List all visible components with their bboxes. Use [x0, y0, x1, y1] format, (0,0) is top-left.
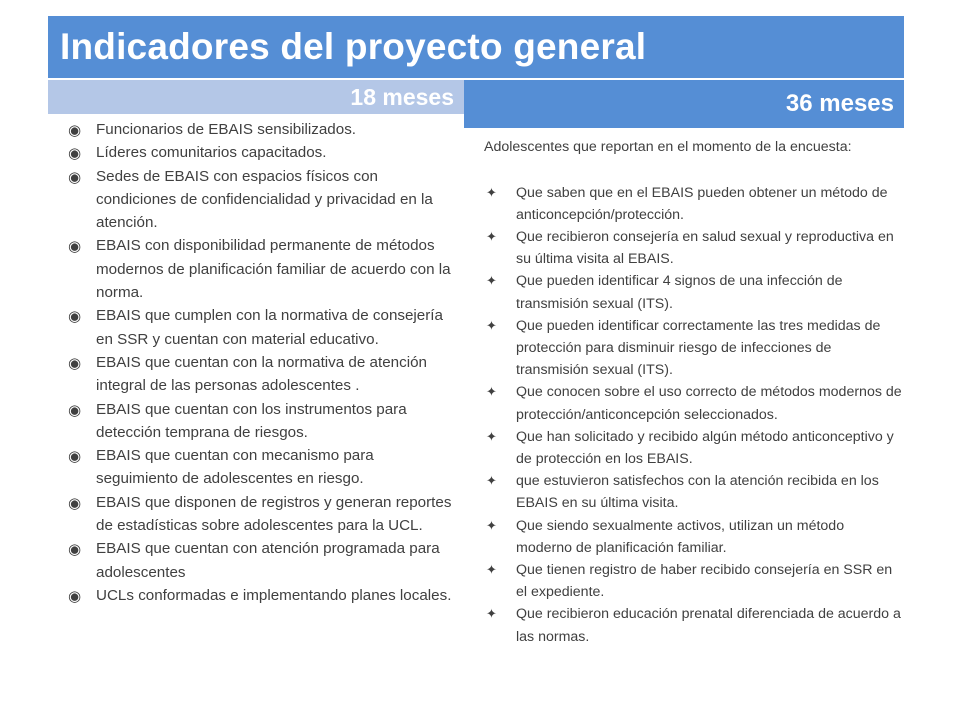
- list-item-text: Que recibieron educación prenatal diferenciada de acuerdo a las normas.: [516, 606, 901, 645]
- list-item-text: Sedes de EBAIS con espacios físicos con condiciones de confidencialidad y privacidad en la atención.: [96, 167, 433, 232]
- list-item-text: UCLs conformadas e implementando planes locales.: [96, 586, 452, 604]
- diamond-bullet-icon: ✦: [486, 317, 497, 333]
- list-item: [66, 304, 458, 351]
- circled-bullet-icon: ◉: [68, 122, 82, 139]
- tab-18-meses: [48, 80, 464, 114]
- list-item-text: Que pueden identificar correctamente las tres medidas de protección para disminuir riesgo de infecciones de transmisión sexual (ITS).: [516, 317, 881, 379]
- list-item-text: EBAIS que disponen de registros y generan reportes de estadísticas sobre adolescentes para la UCL.: [96, 493, 452, 535]
- circled-bullet-icon: ◉: [68, 541, 82, 559]
- diamond-bullet-icon: ✦: [486, 517, 497, 533]
- indicators-18-meses: [66, 118, 458, 607]
- list-item-text: Funcionarios de EBAIS sensibilizados.: [96, 121, 357, 138]
- list-item-text: Que pueden identificar 4 signos de una infección de transmisión sexual (ITS).: [516, 273, 843, 312]
- list-item: [484, 226, 904, 270]
- diamond-bullet-icon: ✦: [486, 184, 497, 200]
- list-item: [66, 537, 458, 584]
- circled-bullet-icon: ◉: [68, 168, 82, 186]
- list-item: [66, 351, 458, 398]
- tab-36-meses-label: 36 meses: [785, 90, 894, 117]
- list-item: [66, 491, 458, 538]
- circled-bullet-icon: ◉: [68, 448, 82, 466]
- list-item-text: EBAIS que cumplen con la normativa de consejería en SSR y cuentan con material educativo.: [96, 307, 443, 348]
- diamond-bullet-icon: ✦: [486, 428, 497, 444]
- list-item: [484, 315, 904, 382]
- list-item-text: Que han solicitado y recibido algún método anticonceptivo y de protección en los EBAIS.: [516, 428, 894, 467]
- list-item-text: Que tienen registro de haber recibido consejería en SSR en el expediente.: [516, 561, 893, 601]
- list-item-text: Que saben que en el EBAIS pueden obtener un método de anticoncepción/protección.: [516, 184, 888, 223]
- intro-text: Adolescentes que reportan en el momento de la encuesta:: [484, 139, 852, 155]
- list-item-text: que estuvieron satisfechos con la atención recibida en los EBAIS en su última visita.: [516, 473, 879, 512]
- list-item: [484, 381, 904, 425]
- tab-36-meses: [464, 80, 904, 128]
- list-item: [484, 470, 904, 514]
- list-item: [66, 141, 458, 164]
- list-item: [66, 234, 458, 304]
- list-item: [66, 398, 458, 445]
- list-item-text: EBAIS con disponibilidad permanente de métodos modernos de planificación familiar de acuerdo con la norma.: [96, 237, 451, 302]
- circled-bullet-icon: ◉: [68, 308, 82, 326]
- indicator-list-18: [66, 118, 458, 607]
- list-item-text: EBAIS que cuentan con la normativa de atención integral de las personas adolescentes .: [96, 353, 427, 395]
- list-item: [484, 426, 904, 470]
- list-item-text: Líderes comunitarios capacitados.: [96, 144, 327, 162]
- list-item-text: Que conocen sobre el uso correcto de métodos modernos de protección/anticoncepción seleccionados.: [516, 384, 902, 423]
- diamond-bullet-icon: ✦: [486, 561, 497, 577]
- list-item: [66, 444, 458, 491]
- indicator-list-36: [484, 182, 904, 648]
- list-item: [66, 165, 458, 235]
- list-item-text: EBAIS que cuentan con los instrumentos para detección temprana de riesgos.: [96, 400, 407, 441]
- diamond-bullet-icon: ✦: [486, 273, 497, 289]
- circled-bullet-icon: ◉: [68, 401, 82, 419]
- list-item: [484, 559, 904, 603]
- circled-bullet-icon: ◉: [68, 238, 82, 256]
- circled-bullet-icon: ◉: [68, 354, 82, 372]
- tab-18-meses-label: 18 meses: [350, 83, 454, 110]
- list-item-text: Que siendo sexualmente activos, utilizan un método moderno de planificación familiar.: [516, 517, 845, 556]
- diamond-bullet-icon: ✦: [486, 473, 497, 489]
- diamond-bullet-icon: ✦: [486, 228, 497, 244]
- list-item-text: Que recibieron consejería en salud sexual y reproductiva en su última visita al EBAIS.: [516, 228, 894, 268]
- list-item: [484, 270, 904, 314]
- diamond-bullet-icon: ✦: [486, 384, 497, 400]
- diamond-bullet-icon: ✦: [486, 606, 497, 622]
- list-item-text: EBAIS que cuentan con mecanismo para seguimiento de adolescentes en riesgo.: [96, 447, 374, 488]
- list-item: [484, 515, 904, 559]
- page-title: Indicadores del proyecto general: [60, 26, 647, 67]
- list-item: [66, 584, 458, 607]
- list-item: [484, 182, 904, 226]
- list-item: [66, 118, 458, 141]
- indicators-36-meses: [484, 136, 904, 648]
- title-banner: [48, 16, 904, 78]
- circled-bullet-icon: ◉: [68, 494, 82, 512]
- circled-bullet-icon: ◉: [68, 587, 82, 605]
- list-item: [484, 603, 904, 647]
- list-item-text: EBAIS que cuentan con atención programada para adolescentes: [96, 540, 440, 581]
- circled-bullet-icon: ◉: [68, 145, 82, 163]
